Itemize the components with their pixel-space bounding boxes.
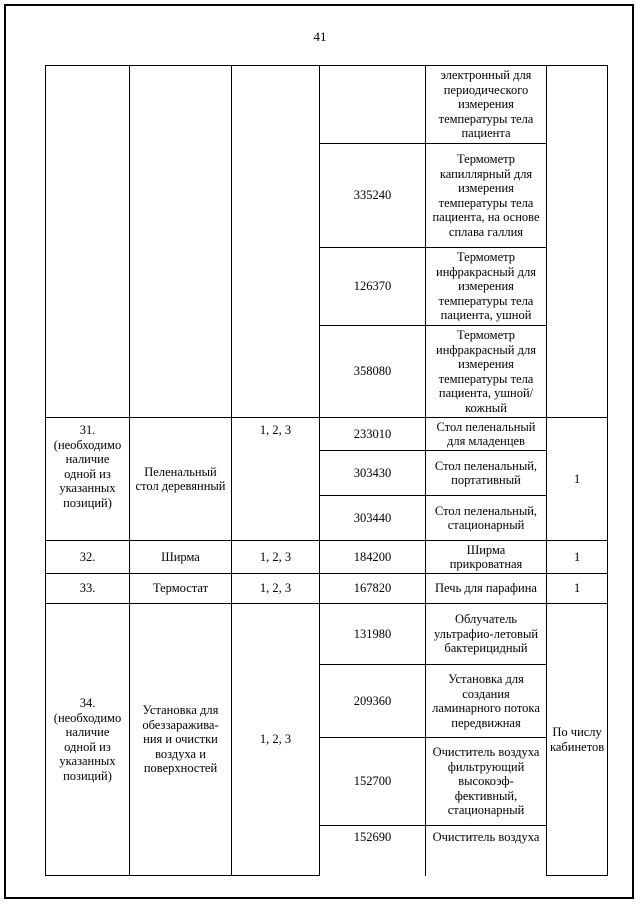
description-cell: Очиститель воздуха: [426, 826, 547, 876]
description-cell: Термометр капиллярный для измерения температуры тела пациента, на основе сплава галлия: [426, 144, 547, 248]
code-cell: 303430: [320, 451, 426, 496]
item-name-cell: Установка для обеззаражива-ния и очистки воздуха и поверхностей: [130, 604, 232, 876]
description-cell: Стол пеленальный для младенцев: [426, 418, 547, 451]
code-cell: 233010: [320, 418, 426, 451]
quantity-cell: [547, 66, 608, 418]
item-note: (необходимо наличие одной из указанных позиций): [53, 710, 122, 783]
item-number: 34.: [79, 696, 96, 710]
item-number-cell: [46, 66, 130, 418]
code-cell: 126370: [320, 248, 426, 326]
table-row: [46, 574, 608, 604]
quantity-cell: По числу кабинетов: [547, 604, 608, 876]
item-number-cell: [46, 604, 130, 876]
quantity-cell: 1: [547, 418, 608, 541]
table-row: [46, 66, 608, 144]
code-cell: 209360: [320, 665, 426, 738]
item-note: (необходимо наличие одной из указанных позиций): [53, 437, 122, 510]
item-number-cell: 33.: [46, 574, 130, 604]
item-name-cell: Термостат: [130, 574, 232, 604]
description-cell: Очиститель воздуха фильтрующий высокоэф-фективный, стационарный: [426, 738, 547, 826]
item-name-cell: [130, 66, 232, 418]
equipment-table: [45, 65, 608, 876]
description-cell: Термометр инфракрасный для измерения температуры тела пациента, ушной: [426, 248, 547, 326]
table-row: [46, 418, 608, 451]
description-cell: электронный для периодического измерения температуры тела пациента: [426, 66, 547, 144]
levels-cell: 1, 2, 3: [232, 541, 320, 574]
levels-cell: [232, 66, 320, 418]
table-row: [46, 604, 608, 665]
description-cell: Стол пеленальный, стационарный: [426, 496, 547, 541]
code-cell: 303440: [320, 496, 426, 541]
description-cell: Стол пеленальный, портативный: [426, 451, 547, 496]
code-cell: 131980: [320, 604, 426, 665]
code-cell: 335240: [320, 144, 426, 248]
description-cell: Облучатель ультрафио-летовый бактерицидный: [426, 604, 547, 665]
levels-cell: 1, 2, 3: [232, 418, 320, 541]
description-cell: Установка для создания ламинарного потока передвижная: [426, 665, 547, 738]
description-cell: Термометр инфракрасный для измерения температуры тела пациента, ушной/кожный: [426, 326, 547, 418]
levels-cell: 1, 2, 3: [232, 604, 320, 876]
code-cell: 152700: [320, 738, 426, 826]
item-number: 31.: [79, 423, 96, 437]
quantity-cell: 1: [547, 541, 608, 574]
table-row: [46, 541, 608, 574]
code-cell: 167820: [320, 574, 426, 604]
code-cell: 358080: [320, 326, 426, 418]
code-cell: 184200: [320, 541, 426, 574]
item-number-cell: 32.: [46, 541, 130, 574]
code-cell: 152690: [320, 826, 426, 876]
description-cell: Печь для парафина: [426, 574, 547, 604]
item-number-cell: [46, 418, 130, 541]
quantity-cell: 1: [547, 574, 608, 604]
item-name-cell: Ширма: [130, 541, 232, 574]
description-cell: Ширма прикроватная: [426, 541, 547, 574]
code-cell: [320, 66, 426, 144]
item-name-cell: Пеленальный стол деревянный: [130, 418, 232, 541]
page-number: 41: [313, 29, 327, 44]
levels-cell: 1, 2, 3: [232, 574, 320, 604]
